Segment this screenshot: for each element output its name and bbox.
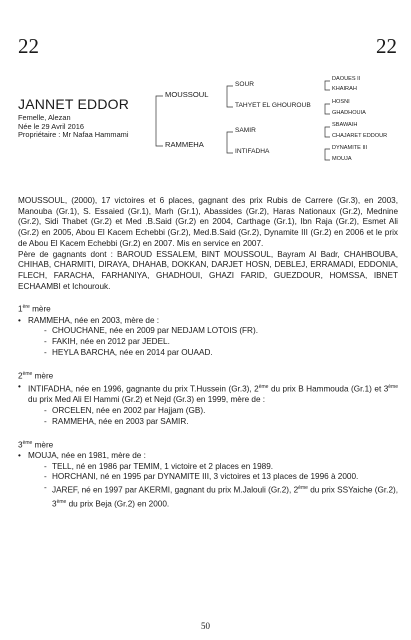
- pedigree-dam-sire: SAMIR: [235, 127, 256, 134]
- pedigree-sire-sire: SOUR: [235, 81, 255, 88]
- pedigree-sire: MOUSSOUL: [165, 90, 209, 99]
- pedigree-dd-dam: MOUJA: [332, 156, 352, 162]
- page-number: 50: [201, 621, 210, 631]
- first-dam-progeny-3: - HEYLA BARCHA, née en 2014 par OUAAD.: [18, 348, 398, 359]
- third-dam-progeny-1: - TELL, né en 1986 par TEMIM, 1 victoire et 2 places en 1989.: [18, 462, 398, 473]
- third-dam-progeny-3: - JAREF, né en 1997 par AKERMI, gagnant du prix M.Jalouli (Gr.2), 2ème du prix SSYaiche (Gr.2), 3ème du prix Beja (Gr.2) en 2000.: [18, 483, 398, 510]
- horse-name: JANNET EDDOR: [18, 96, 130, 112]
- second-dam-heading: 2ème mère: [18, 370, 54, 381]
- lot-number-right: 22: [376, 34, 397, 58]
- sire-progeny-paragraph: Père de gagnants dont : BAROUD ESSALEM, BINT MOUSSOUL, Bayram Al Badr, CHAHBOUBA, CHIHAB, CHARMITI, DIRAYA, DHAHAB, DOKKAN, DARJET HOSN, DEBLEJ, ERRAMADI, EDDONIA, FLECH, FARACHA, FARHANIYA, GHADHOUI, GHAZI FARID, GUEZDOUR, HOMSSA, IBNET ECHAAMBI et Ichourouk.: [18, 249, 398, 291]
- pedigree-sd-dam: GHADHOUIA: [332, 110, 366, 116]
- lot-number-left: 22: [18, 34, 39, 58]
- horse-sex-color: Femelle, Alezan: [18, 113, 71, 122]
- first-dam-heading: 1ère mère: [18, 304, 51, 315]
- catalog-content: [18, 196, 398, 510]
- second-dam-progeny-1: - ORCELEN, née en 2002 par Hajjam (GB).: [18, 406, 398, 417]
- horse-birth-date: Née le 29 Avril 2016: [18, 121, 85, 131]
- pedigree-sd-sire: HOSNI: [332, 99, 350, 105]
- second-dam-entry: • INTIFADHA, née en 1996, gagnante du prix T.Hussein (Gr.3), 2ème du prix B Hammouda (Gr.1) et 3ème du prix Med Ali El Hammi (Gr.2) et Nejd (Gr.3) en 1999, mère de :: [18, 382, 398, 406]
- pedigree-ds-sire: SBAWAIH: [332, 122, 358, 128]
- pedigree-sire-dam: TAHYET EL GHOUROUB: [235, 102, 311, 109]
- horse-owner: Propriétaire : Mr Nafaa Hammami: [18, 130, 129, 140]
- third-dam-entry: • MOUJA, née en 1981, mère de :: [18, 451, 398, 462]
- horse-info: [18, 114, 128, 140]
- third-dam-heading: 3ème mère: [18, 439, 54, 450]
- pedigree-dam: RAMMEHA: [165, 140, 204, 149]
- first-dam-progeny-2: - FAKIH, née en 2012 par JEDEL.: [18, 337, 398, 348]
- pedigree-ds-dam: CHAJARET EDDOUR: [332, 133, 388, 139]
- pedigree-ss-sire: DAOUES II: [332, 76, 361, 82]
- first-dam-entry: • RAMMEHA, née en 2003, mère de :: [18, 316, 398, 327]
- sire-record-paragraph: MOUSSOUL, (2000), 17 victoires et 6 places, gagnant des prix Rubis de Carrere (Gr.3), en 2003, Manouba (Gr.1), S. Essaied (Gr.1), Marh (Gr.1), Abassides (Gr.2), Haras Nationaux (Gr.2), Mednine (Gr.2), Sidi Thabet (Gr.2) et Med .B.Said (Gr.2) en 2004, Carthage (Gr.1), Ibn Raja (Gr.2), Esmet Ali (Gr.2) en 2005, Abou El Kacem Echebbi (Gr.2), Med.B.Said (Gr.2), Dynamite III (Gr.2) en 2006 et le prix de Abou El Kacem Echebbi (Gr.2) en 2007. Mis en service en 2007.: [18, 196, 398, 248]
- first-dam-progeny-1: - CHOUCHANE, née en 2009 par NEDJAM LOTOIS (FR).: [18, 326, 398, 337]
- pedigree-ss-dam: KHAIRAH: [332, 86, 357, 92]
- pedigree-dam-dam: INTIFADHA: [235, 148, 270, 155]
- third-dam-progeny-2: - HORCHANI, né en 1995 par DYNAMITE III, 3 victoires et 13 places de 1996 à 2000.: [18, 472, 398, 483]
- second-dam-progeny-2: - RAMMEHA, née en 2003 par SAMIR.: [18, 417, 398, 428]
- pedigree-dd-sire: DYNAMITE III: [332, 145, 368, 151]
